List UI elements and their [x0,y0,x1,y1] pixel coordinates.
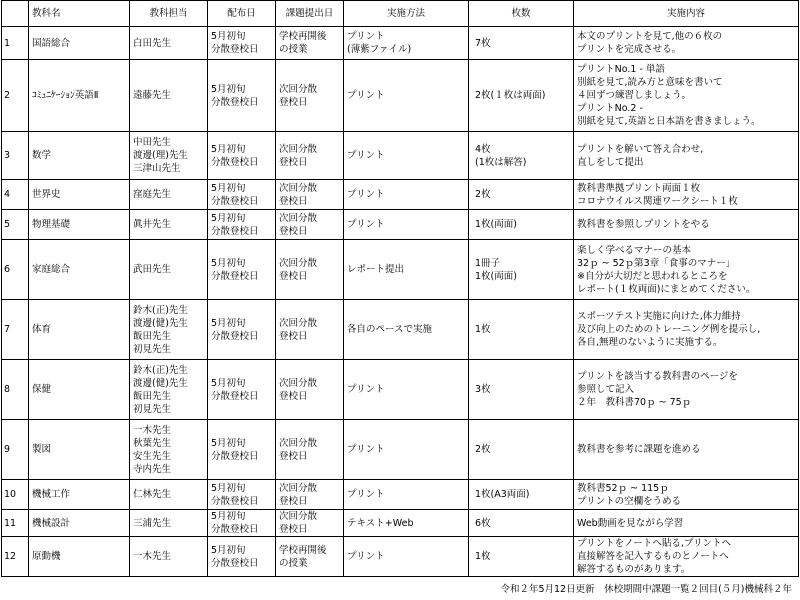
cell-teacher: 中田先生 渡邊(理)先生 三津山先生 [130,132,208,180]
cell-due: 次回分散 登校日 [276,132,344,180]
footer-note: 令和２年5月12日更新 休校期間中課題一覧２回目(５月)機械科２年 [500,584,792,595]
cell-count: 1枚 [469,537,574,577]
table-row [2,60,799,132]
cell-content: プリントをノートへ貼る,プリントへ 直接解答を記入するものとノートへ 解答するものがあります。 [574,537,799,577]
cell-count: 1冊子 1枚(両面) [469,240,574,300]
cell-distributed: 5月初旬 分散登校日 [208,420,276,480]
cell-method: プリント (薄紫ファイル) [344,27,469,60]
cell-teacher: 一木先生 秋葉先生 安生先生 寺内先生 [130,420,208,480]
cell-due: 次回分散 登校日 [276,420,344,480]
table-row [2,240,799,300]
cell-method: プリント [344,60,469,132]
cell-teacher: 三浦先生 [130,510,208,537]
table-row [2,510,799,537]
cell-subject: 世界史 [29,180,130,210]
cell-method: プリント [344,210,469,240]
table-row [2,210,799,240]
table-row [2,420,799,480]
cell-no: 4 [2,180,29,210]
cell-teacher: 白田先生 [130,27,208,60]
cell-teacher: 仁林先生 [130,480,208,510]
header-content: 実施内容 [574,1,799,27]
cell-count: 6枚 [469,510,574,537]
cell-method: テキスト+Web [344,510,469,537]
cell-method: プリント [344,480,469,510]
cell-content: プリントを該当する教科書のページを 参照して記入 ２年 教科書70ｐ ~ 75ｐ [574,360,799,420]
cell-no: 2 [2,60,29,132]
cell-subject: 物理基礎 [29,210,130,240]
cell-content: スポーツテスト実施に向けた,体力維持 及び向上のためのトレーニング例を提示し, 各自,無理のないように実施する。 [574,300,799,360]
cell-due: 次回分散 登校日 [276,480,344,510]
cell-distributed: 5月初旬 分散登校日 [208,480,276,510]
header-count: 枚数 [469,1,574,27]
header-due: 課題提出日 [276,1,344,27]
cell-no: 8 [2,360,29,420]
table-row [2,300,799,360]
cell-distributed: 5月初旬 分散登校日 [208,537,276,577]
cell-no: 7 [2,300,29,360]
cell-distributed: 5月初旬 分散登校日 [208,300,276,360]
cell-content: 楽しく学べるマナーの基本 32ｐ ~ 52ｐ第3章「食事のマナー」 ※自分が大切だと思われるところを レポート(１枚両面)にまとめてください。 [574,240,799,300]
cell-method: プリント [344,132,469,180]
cell-distributed: 5月初旬 分散登校日 [208,27,276,60]
cell-method: プリント [344,420,469,480]
table-row [2,480,799,510]
assignment-table [1,0,799,577]
cell-teacher: 遠藤先生 [130,60,208,132]
cell-content: 教科書52ｐ ~ 115ｐ プリントの空欄をうめる [574,480,799,510]
cell-teacher: 窪庭先生 [130,180,208,210]
cell-due: 次回分散 登校日 [276,360,344,420]
cell-no: 9 [2,420,29,480]
cell-count: 1枚(A3両面) [469,480,574,510]
header-method: 実施方法 [344,1,469,27]
cell-content: 教科書を参考に課題を進める [574,420,799,480]
cell-due: 次回分散 登校日 [276,210,344,240]
cell-teacher: 鈴木(正)先生 渡邊(健)先生 飯田先生 初見先生 [130,360,208,420]
cell-method: プリント [344,180,469,210]
cell-count: 7枚 [469,27,574,60]
table-row [2,537,799,577]
header-teacher: 教科担当 [130,1,208,27]
table-row [2,132,799,180]
cell-subject: 製図 [29,420,130,480]
cell-distributed: 5月初旬 分散登校日 [208,360,276,420]
cell-content: 本文のプリントを見て,他の６枚の プリントを完成させる。 [574,27,799,60]
cell-method: 各自のペースで実施 [344,300,469,360]
table-row [2,360,799,420]
cell-no: 3 [2,132,29,180]
cell-distributed: 5月初旬 分散登校日 [208,132,276,180]
cell-subject: 家庭総合 [29,240,130,300]
cell-due: 次回分散 登校日 [276,60,344,132]
cell-content: Web動画を見ながら学習 [574,510,799,537]
cell-distributed: 5月初旬 分散登校日 [208,180,276,210]
cell-subject: 保健 [29,360,130,420]
header-subject: 教科名 [29,1,130,27]
cell-no: 6 [2,240,29,300]
header-row [2,1,799,27]
cell-subject: 機械設計 [29,510,130,537]
cell-teacher: 武田先生 [130,240,208,300]
cell-count: 2枚(１枚は両面) [469,60,574,132]
cell-due: 次回分散 登校日 [276,300,344,360]
cell-due: 学校再開後 の授業 [276,537,344,577]
cell-due: 次回分散 登校日 [276,510,344,537]
header-distributed: 配布日 [208,1,276,27]
cell-due: 学校再開後 の授業 [276,27,344,60]
cell-content: プリントを解いて答え合わせ, 直しをして提出 [574,132,799,180]
cell-method: レポート提出 [344,240,469,300]
cell-subject: 数学 [29,132,130,180]
cell-count: 1枚(両面) [469,210,574,240]
cell-method: プリント [344,537,469,577]
header-no [2,1,29,27]
cell-no: 11 [2,510,29,537]
cell-count: 2枚 [469,420,574,480]
cell-content: プリントNo.1 - 単語 別紙を見て,読み方と意味を書いて ４回ずつ練習しましょう。 プリントNo.2 - 別紙を見て,英語と日本語を書きましょう。 [574,60,799,132]
cell-no: 10 [2,480,29,510]
cell-no: 12 [2,537,29,577]
table-row [2,180,799,210]
cell-distributed: 5月初旬 分散登校日 [208,510,276,537]
cell-no: 5 [2,210,29,240]
cell-no: 1 [2,27,29,60]
cell-distributed: 5月初旬 分散登校日 [208,240,276,300]
cell-distributed: 5月初旬 分散登校日 [208,60,276,132]
cell-count: 4枚 (1枚は解答) [469,132,574,180]
cell-subject: 国語総合 [29,27,130,60]
cell-subject: 原動機 [29,537,130,577]
cell-teacher: 鈴木(正)先生 渡邊(健)先生 飯田先生 初見先生 [130,300,208,360]
cell-teacher: 一木先生 [130,537,208,577]
cell-method: プリント [344,360,469,420]
cell-due: 次回分散 登校日 [276,180,344,210]
table-row [2,27,799,60]
cell-subject: 体育 [29,300,130,360]
cell-content: 教科書準拠プリント両面１枚 コロナウイルス関連ワークシート１枚 [574,180,799,210]
cell-count: 1枚 [469,300,574,360]
cell-count: 2枚 [469,180,574,210]
cell-teacher: 眞井先生 [130,210,208,240]
cell-subject: ｺﾐｭﾆｹｰｼｮﾝ英語Ⅱ [29,60,130,132]
cell-count: 3枚 [469,360,574,420]
cell-distributed: 5月初旬 分散登校日 [208,210,276,240]
cell-subject: 機械工作 [29,480,130,510]
cell-due: 次回分散 登校日 [276,240,344,300]
cell-content: 教科書を参照しプリントをやる [574,210,799,240]
